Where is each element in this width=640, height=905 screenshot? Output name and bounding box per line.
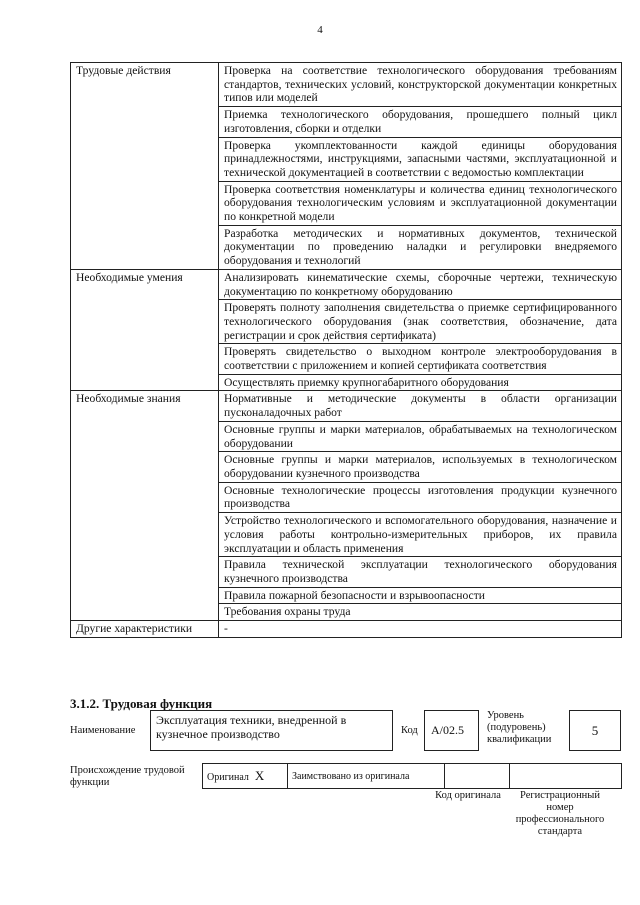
section-item: Проверять полноту заполнения свидетельства о приемке сертифицированного технологического оборудования (знак соответствия, обозначение, дата регистрации и срок действия сертификата) — [219, 300, 622, 344]
function-code-value: А/02.5 — [424, 710, 479, 751]
table-row — [71, 63, 622, 107]
section-item: - — [219, 621, 622, 638]
table-row — [71, 269, 622, 299]
original-code-cell — [445, 764, 510, 789]
section-item: Осуществлять приемку крупногабаритного оборудования — [219, 374, 622, 391]
section-item: Проверять свидетельство о выходном контроле электрооборудования в соответствии с приложением и копией сертификата соответствия — [219, 344, 622, 374]
section-item: Приемка технологического оборудования, прошедшего полный цикл изготовления, сборки и отделки — [219, 107, 622, 137]
section-item: Нормативные и методические документы в области организации пусконаладочных работ — [219, 391, 622, 421]
section-item: Правила пожарной безопасности и взрывоопасности — [219, 587, 622, 604]
section-label: Трудовые действия — [71, 63, 219, 270]
section-item: Основные группы и марки материалов, используемых в технологическом оборудовании кузнечного производства — [219, 452, 622, 482]
original-mark: X — [254, 768, 265, 783]
section-item: Проверка укомплектованности каждой единицы оборудования принадлежностями, инструкциями, запасными частями, эксплуатационной и технической документацией в соответствии с ведомостью комплектации — [219, 137, 622, 181]
table-row — [71, 621, 622, 638]
origin-table — [202, 763, 622, 789]
name-label: Наименование — [70, 725, 136, 736]
section-item: Разработка методических и нормативных документов, технической документации по проведению наладки и регулировки внедряемого оборудования и технологий — [219, 225, 622, 269]
origin-label: Происхождение трудовой функции — [70, 765, 185, 788]
section-item: Основные группы и марки материалов, обрабатываемых на технологическом оборудовании — [219, 421, 622, 451]
original-label: Оригинал — [207, 772, 249, 783]
code-caption: Код оригинала — [435, 790, 501, 801]
section-item: Проверка на соответствие технологического оборудования требованиям стандартов, технических условий, конструкторской документации конкретных типов или моделей — [219, 63, 622, 107]
level-label: Уровень (подуровень) квалификации — [487, 710, 552, 745]
borrowed-label: Заимствовано из оригинала — [288, 764, 445, 789]
original-cell — [203, 764, 288, 789]
labor-function-table — [70, 62, 622, 638]
section-label: Другие характеристики — [71, 621, 219, 638]
qualification-level-value: 5 — [569, 710, 621, 751]
function-name-value: Эксплуатация техники, внедренной в кузнечное производство — [150, 710, 393, 751]
page-number: 4 — [317, 24, 323, 36]
section-label: Необходимые знания — [71, 391, 219, 621]
code-label: Код — [401, 725, 418, 736]
section-item: Основные технологические процессы изготовления продукции кузнечного производства — [219, 482, 622, 512]
registration-number-cell — [510, 764, 622, 789]
section-item: Устройство технологического и вспомогательного оборудования, назначение и условия работы контрольно-измерительных приборов, их правила эксплуатации и область применения — [219, 513, 622, 557]
registration-caption: Регистрационный номер профессионального стандарта — [515, 790, 605, 837]
section-item: Требования охраны труда — [219, 604, 622, 621]
section-item: Анализировать кинематические схемы, сборочные чертежи, техническую документацию по конкретному оборудованию — [219, 269, 622, 299]
section-item: Проверка соответствия номенклатуры и количества единиц технологического оборудования технологическим условиям и эксплуатационной документации по конкретной модели — [219, 181, 622, 225]
section-title: 3.1.2. Трудовая функция — [70, 696, 213, 711]
table-row — [71, 391, 622, 421]
section-label: Необходимые умения — [71, 269, 219, 391]
section-item: Правила технической эксплуатации технологического оборудования кузнечного производства — [219, 557, 622, 587]
